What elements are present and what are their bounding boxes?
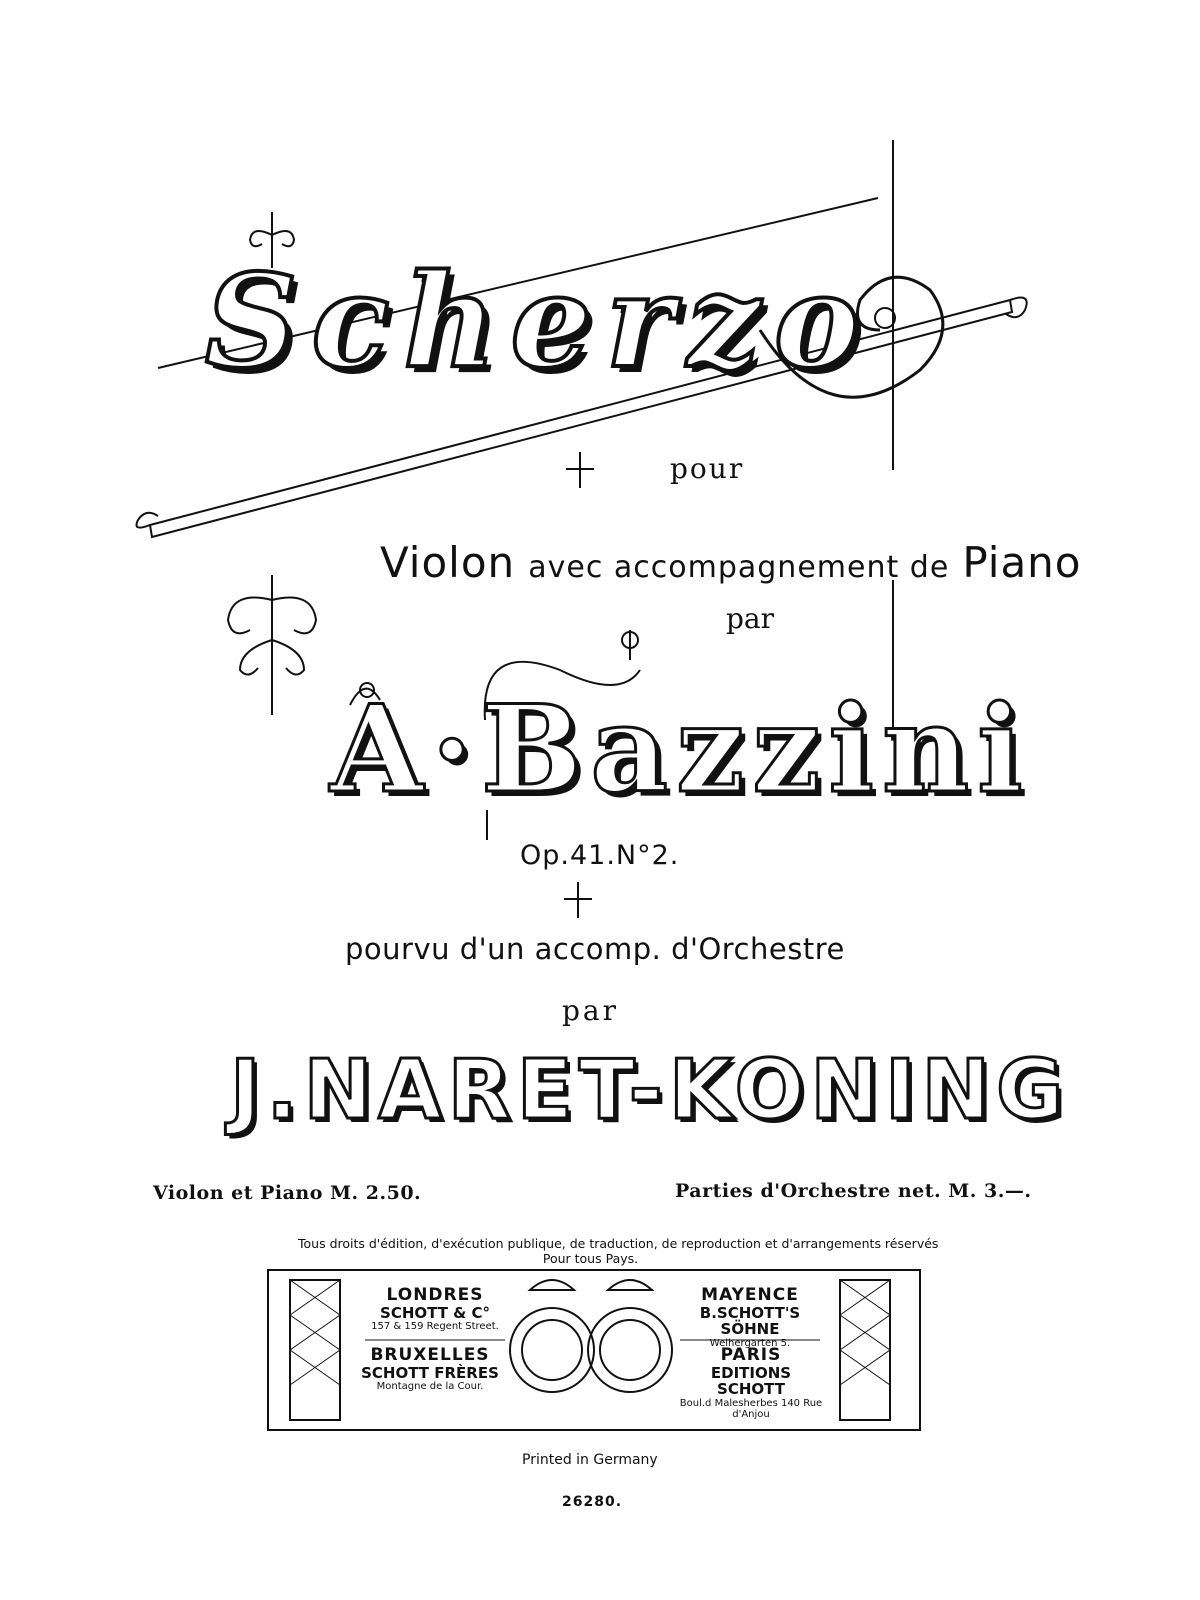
- rights-line-1: Tous droits d'édition, d'exécution publique, de traduction, de reproduction et d'arrangements réservés: [298, 1236, 939, 1251]
- publisher-city: MAYENCE: [701, 1285, 799, 1305]
- publisher-address: Montagne de la Cour.: [376, 1381, 484, 1393]
- opus-number: Op.41.N°2.: [520, 840, 680, 871]
- rights-line-2: Pour tous Pays.: [542, 1251, 639, 1266]
- page-title: Scherzo: [205, 247, 874, 397]
- subtitle-pour: pour: [670, 452, 745, 485]
- publisher-mainz: [680, 1286, 820, 1349]
- arrangement-note: pourvu d'un accomp. d'Orchestre: [345, 932, 845, 966]
- publisher-city: PARIS: [720, 1345, 782, 1365]
- price-orchestra-parts: Parties d'Orchestre net. M. 3.—.: [675, 1180, 1032, 1202]
- star-ornament-2: [564, 882, 592, 918]
- publisher-brussels: [355, 1346, 505, 1392]
- publisher-address: 157 & 159 Regent Street.: [371, 1321, 499, 1333]
- publisher-address: Boul.d Malesherbes 140 Rue d'Anjou: [679, 1397, 823, 1420]
- price-violin-piano: Violon et Piano M. 2.50.: [153, 1182, 422, 1204]
- publisher-london: [365, 1286, 505, 1332]
- instrument-connector: avec accompagnement de: [528, 550, 950, 585]
- par-label-1: par: [726, 602, 775, 635]
- instrument-violin: Violon: [380, 538, 516, 587]
- publisher-paris: [676, 1346, 826, 1420]
- publisher-firm: SCHOTT FRÈRES: [361, 1363, 499, 1382]
- arranger-name: J.NARET-KONING: [230, 1043, 1070, 1138]
- par-label-2: par: [562, 994, 620, 1027]
- instrumentation-line: [380, 538, 1082, 587]
- rights-notice: [298, 1236, 939, 1266]
- publisher-address: Weihergarten 5.: [709, 1337, 791, 1349]
- publisher-city: BRUXELLES: [370, 1345, 490, 1365]
- publisher-firm: EDITIONS SCHOTT: [710, 1363, 792, 1399]
- star-ornament-1: [566, 452, 594, 488]
- publisher-city: LONDRES: [386, 1285, 484, 1305]
- printed-in-note: Printed in Germany: [522, 1452, 658, 1468]
- instrument-piano: Piano: [962, 538, 1082, 587]
- publisher-firm: B.SCHOTT'S SÖHNE: [699, 1303, 801, 1339]
- plate-number: 26280.: [562, 1494, 623, 1510]
- publisher-firm: SCHOTT & C°: [380, 1303, 490, 1322]
- composer-name: A·Bazzini: [330, 679, 1031, 820]
